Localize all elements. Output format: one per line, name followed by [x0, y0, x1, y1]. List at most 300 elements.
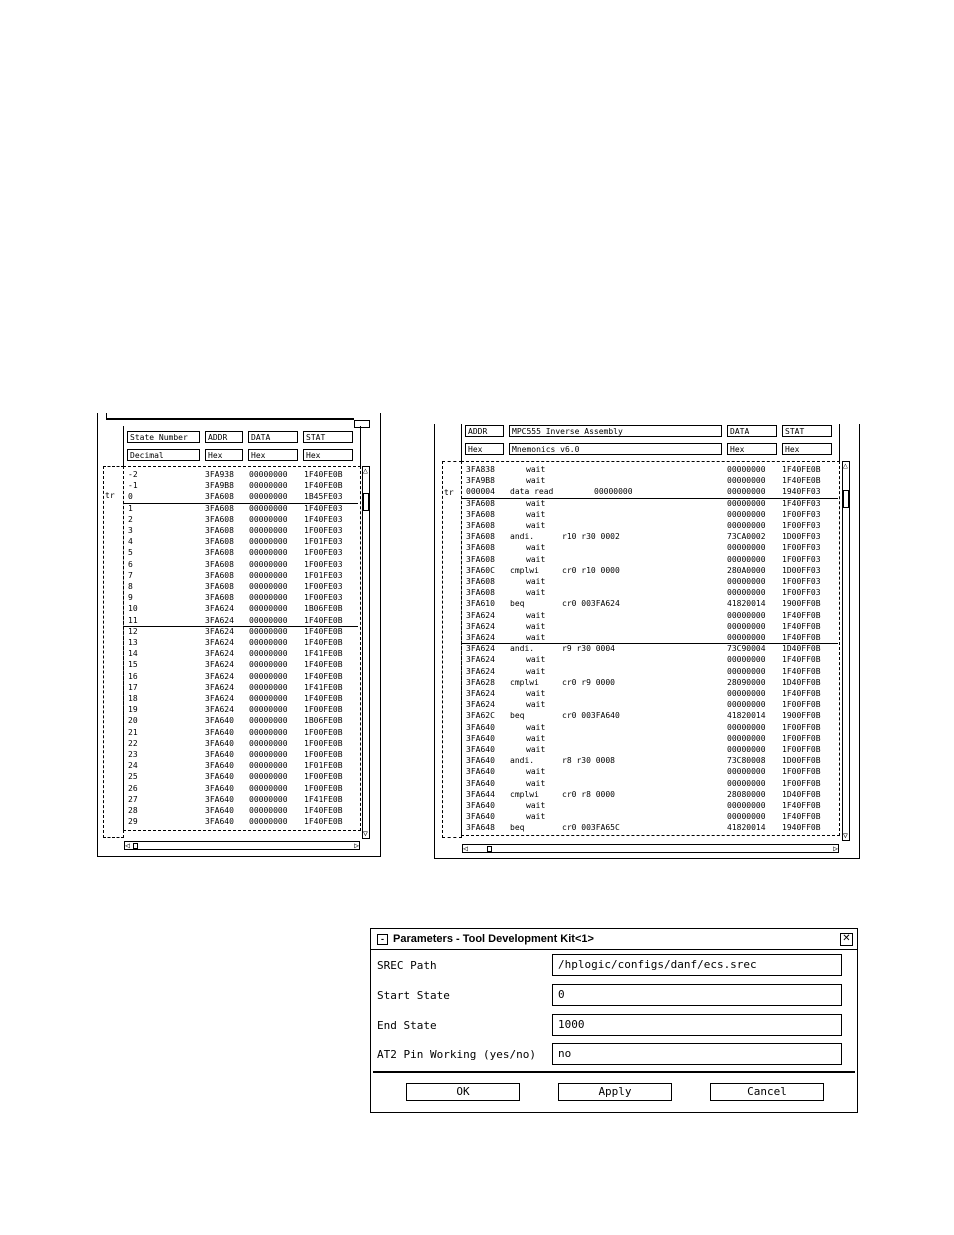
cell-addr: 3FA624	[466, 644, 495, 654]
table-row[interactable]	[462, 565, 838, 576]
cell-data: 00000000	[249, 470, 288, 479]
table-row[interactable]	[124, 514, 358, 525]
cell-stat: 1F00FE03	[304, 559, 343, 569]
cell-state: 13	[128, 638, 138, 647]
table-row[interactable]	[462, 822, 838, 833]
cell-data: 00000000	[727, 812, 766, 822]
cell-stat: 1F40FE0B	[304, 660, 343, 670]
cell-state: 4	[128, 537, 133, 547]
cell-addr: 3FA624	[205, 705, 234, 715]
table-row[interactable]	[124, 559, 358, 570]
cell-addr: 3FA640	[205, 716, 234, 726]
close-icon[interactable]: ✕	[840, 933, 853, 946]
cell-stat: 1F00FF0B	[782, 745, 821, 754]
cell-data: 00000000	[249, 660, 288, 670]
cell-mnemonic: wait	[526, 554, 546, 564]
table-row[interactable]	[462, 722, 838, 733]
cell-stat: 1F40FE0B	[304, 817, 343, 827]
table-row[interactable]	[462, 509, 838, 520]
cell-addr: 3FA624	[466, 610, 495, 620]
trigger-marker: tr	[105, 491, 115, 500]
cell-stat: 1940FF03	[782, 487, 821, 497]
table-row[interactable]	[462, 778, 838, 789]
cell-addr: 3FA624	[205, 682, 234, 692]
table-row[interactable]	[124, 693, 358, 704]
cell-stat: 1F40FE0B	[304, 806, 343, 815]
cell-operands: cr0 003FA640	[562, 711, 620, 721]
cell-state: 9	[128, 593, 133, 603]
cell-addr: 3FA640	[466, 756, 495, 766]
cell-data: 00000000	[727, 577, 766, 586]
cell-state: 27	[128, 794, 138, 804]
cell-addr: 3FA608	[205, 548, 234, 558]
cell-data: 73CA0002	[727, 532, 766, 542]
table-row[interactable]	[124, 738, 358, 749]
cell-addr: 3FA640	[205, 817, 234, 827]
table-row[interactable]	[124, 603, 358, 614]
cell-addr: 3FA640	[205, 772, 234, 782]
cell-mnemonic: wait	[526, 812, 546, 822]
cell-data: 41820014	[727, 711, 766, 721]
format-stat[interactable]: Hex	[303, 449, 353, 461]
cell-stat: 1D00FF03	[782, 532, 821, 542]
left-vertical-scrollbar[interactable]	[362, 466, 370, 839]
cell-data: 00000000	[249, 481, 288, 491]
cell-data: 00000000	[249, 705, 288, 715]
table-row[interactable]	[124, 682, 358, 693]
right-rows	[462, 464, 838, 834]
cell-stat: 1F40FF0B	[782, 801, 821, 810]
cell-mnemonic: wait	[526, 778, 546, 788]
parameters-dialog	[370, 928, 858, 1113]
cell-state: 22	[128, 738, 138, 748]
cell-addr: 3FA608	[205, 593, 234, 603]
cell-state: 3	[128, 526, 133, 535]
cell-mnemonic: beq	[510, 711, 525, 721]
cell-data: 00000000	[727, 745, 766, 754]
cell-mnemonic: wait	[526, 509, 546, 519]
cell-stat: 1F00FE0B	[304, 783, 343, 793]
cell-state: 26	[128, 783, 138, 793]
cell-mnemonic: wait	[526, 700, 546, 710]
cell-stat: 1D00FF0B	[782, 756, 821, 766]
table-row[interactable]	[462, 688, 838, 699]
scroll-right-icon[interactable]: ▷	[354, 841, 359, 850]
header-state-number[interactable]: State Number	[127, 431, 200, 443]
cell-stat: 1F00FF03	[782, 521, 821, 530]
cell-stat: 1F40FE0B	[304, 671, 343, 681]
table-row[interactable]	[124, 771, 358, 782]
table-row[interactable]	[462, 587, 838, 598]
cancel-button[interactable]: Cancel	[710, 1083, 824, 1101]
table-row[interactable]	[462, 531, 838, 542]
cell-data: 00000000	[249, 514, 288, 524]
cell-data: 00000000	[727, 610, 766, 620]
marker-column	[103, 466, 124, 838]
cell-data: 00000000	[249, 570, 288, 580]
cell-addr: 3FA640	[466, 801, 495, 810]
header-stat[interactable]: STAT	[303, 431, 353, 443]
cell-state: 11	[128, 615, 138, 625]
header-data[interactable]: DATA	[727, 425, 777, 437]
table-row[interactable]	[124, 469, 358, 480]
table-row[interactable]	[462, 643, 838, 654]
table-row[interactable]	[462, 542, 838, 553]
cell-state: 17	[128, 682, 138, 692]
cell-data: 00000000	[249, 817, 288, 827]
cell-data: 00000000	[249, 548, 288, 558]
cell-addr: 3FA608	[205, 503, 234, 513]
cell-addr: 3FA624	[466, 621, 495, 631]
cell-state: 0	[128, 492, 133, 502]
cell-mnemonic: cmplwi	[510, 789, 539, 799]
at2-pin-input[interactable]: no	[552, 1043, 842, 1065]
cell-mnemonic: wait	[526, 733, 546, 743]
cell-stat: 1F40FF0B	[782, 812, 821, 822]
cell-stat: 1F40FF0B	[782, 621, 821, 631]
cell-stat: 1F00FE0B	[304, 772, 343, 782]
table-row[interactable]	[124, 715, 358, 726]
cell-addr: 3FA640	[466, 745, 495, 754]
cell-addr: 3FA624	[205, 671, 234, 681]
table-row[interactable]	[124, 581, 358, 592]
cell-stat: 1D40FF0B	[782, 644, 821, 654]
header-addr[interactable]: ADDR	[465, 425, 504, 437]
table-row[interactable]	[124, 626, 358, 637]
header-addr[interactable]: ADDR	[205, 431, 243, 443]
cell-mnemonic: wait	[526, 767, 546, 777]
cell-data: 00000000	[249, 615, 288, 625]
cell-state: 23	[128, 750, 138, 759]
cell-data: 00000000	[727, 767, 766, 777]
cell-addr: 3FA640	[466, 767, 495, 777]
cell-data: 00000000	[249, 649, 288, 659]
cell-mnemonic: wait	[526, 655, 546, 665]
format-addr[interactable]: Hex	[205, 449, 243, 461]
cell-data: 41820014	[727, 823, 766, 833]
cell-data: 00000000	[727, 588, 766, 598]
cell-state: -1	[128, 481, 138, 491]
table-row[interactable]	[124, 525, 358, 536]
table-row[interactable]	[124, 536, 358, 547]
cell-state: 2	[128, 514, 133, 524]
cell-stat: 1F40FE0B	[304, 615, 343, 625]
table-row[interactable]	[124, 749, 358, 760]
table-row[interactable]	[124, 570, 358, 581]
srec-path-input[interactable]: /hplogic/configs/danf/ecs.srec	[552, 954, 842, 976]
marker-column	[442, 461, 462, 838]
cell-data: 00000000	[249, 761, 288, 771]
cell-addr: 3FA624	[466, 689, 495, 698]
cell-stat: 1B45FE03	[304, 492, 343, 502]
cell-addr: 3FA608	[466, 532, 495, 542]
cell-data: 280A0000	[727, 565, 766, 575]
cell-stat: 1F00FE0B	[304, 727, 343, 737]
table-row[interactable]	[124, 648, 358, 659]
cell-data: 00000000	[249, 682, 288, 692]
table-row[interactable]	[462, 733, 838, 744]
cell-stat: 1F40FF0B	[782, 666, 821, 676]
table-row[interactable]	[462, 554, 838, 565]
cell-addr: 3FA644	[466, 789, 495, 799]
cell-mnemonic: wait	[526, 577, 546, 586]
cell-addr: 3FA608	[205, 526, 234, 535]
cell-stat: 1F00FE0B	[304, 738, 343, 748]
cell-stat: 1F40FE0B	[304, 481, 343, 491]
table-row[interactable]	[124, 783, 358, 794]
cell-state: 24	[128, 761, 138, 771]
cell-state: 16	[128, 671, 138, 681]
dialog-title-bar[interactable]	[371, 929, 857, 950]
table-row[interactable]	[462, 475, 838, 486]
table-row[interactable]	[462, 710, 838, 721]
cell-data: 00000000	[249, 604, 288, 614]
cell-addr: 3FA610	[466, 599, 495, 609]
table-row[interactable]	[462, 677, 838, 688]
cell-stat: 1D40FF0B	[782, 789, 821, 799]
cell-addr: 3FA640	[205, 761, 234, 771]
cell-data: 73C80008	[727, 756, 766, 766]
scroll-thumb[interactable]	[133, 843, 138, 849]
cell-addr: 3FA624	[466, 666, 495, 676]
cell-stat: 1F00FF03	[782, 588, 821, 598]
cell-addr: 3FA640	[205, 727, 234, 737]
left-horizontal-scrollbar[interactable]	[124, 841, 360, 850]
cell-operands: cr0 r8 0000	[562, 789, 615, 799]
table-row[interactable]	[124, 805, 358, 816]
cell-addr: 3FA62C	[466, 711, 495, 721]
cell-operands: r9 r30 0004	[562, 644, 615, 654]
cell-stat: 1D00FF03	[782, 565, 821, 575]
cell-mnemonic: andi.	[510, 644, 535, 654]
format-data[interactable]: Hex	[727, 443, 777, 455]
table-row[interactable]	[462, 654, 838, 665]
right-horizontal-scrollbar[interactable]	[462, 844, 839, 853]
header-inverse-assembly[interactable]: MPC555 Inverse Assembly	[509, 425, 722, 437]
dialog-title: Parameters - Tool Development Kit<1>	[393, 933, 594, 945]
cell-addr: 3FA648	[466, 823, 495, 833]
table-row[interactable]	[462, 755, 838, 766]
window-menu-icon[interactable]: -	[377, 934, 388, 945]
table-row[interactable]	[462, 699, 838, 710]
cell-addr: 3FA608	[466, 509, 495, 519]
cell-addr: 3FA624	[205, 615, 234, 625]
cell-mnemonic: wait	[526, 498, 546, 508]
table-row[interactable]	[124, 592, 358, 603]
table-row[interactable]	[462, 666, 838, 677]
cell-addr: 3FA624	[466, 700, 495, 710]
scroll-down-icon[interactable]: ▽	[363, 829, 368, 838]
cell-data: 00000000	[249, 559, 288, 569]
cell-data: 00000000	[727, 498, 766, 508]
table-row[interactable]	[462, 766, 838, 777]
cell-data: 00000000	[727, 689, 766, 698]
cell-stat: 1F40FE0B	[304, 626, 343, 636]
ok-button[interactable]: OK	[406, 1083, 520, 1101]
table-row[interactable]	[462, 800, 838, 811]
cell-stat: 1F40FF0B	[782, 633, 821, 642]
cell-stat: 1F40FE0B	[304, 470, 343, 479]
scroll-thumb[interactable]	[487, 846, 492, 852]
cell-stat: 1F41FE0B	[304, 649, 343, 659]
cell-addr: 3FA608	[466, 588, 495, 598]
cell-mnemonic: wait	[526, 722, 546, 732]
cell-stat: 1F40FF0B	[782, 689, 821, 698]
cell-mnemonic: beq	[510, 823, 525, 833]
cell-mnemonic: andi.	[510, 532, 535, 542]
table-row[interactable]	[124, 704, 358, 715]
scroll-thumb[interactable]	[843, 490, 849, 508]
cell-stat: 1F00FF03	[782, 509, 821, 519]
cell-addr: 3FA624	[205, 604, 234, 614]
cell-state: -2	[128, 470, 138, 479]
cell-data: 00000000	[249, 727, 288, 737]
cell-data: 00000000	[249, 783, 288, 793]
format-mnemonics[interactable]: Mnemonics v6.0	[509, 443, 722, 455]
cell-mnemonic: cmplwi	[510, 677, 539, 687]
table-row[interactable]	[124, 794, 358, 805]
scroll-right-icon[interactable]: ▷	[833, 844, 838, 853]
cell-stat: 1F00FF0B	[782, 700, 821, 710]
left-rows	[124, 469, 358, 829]
cell-addr: 3FA640	[205, 794, 234, 804]
cell-mnemonic: wait	[526, 521, 546, 530]
cell-addr: 3FA608	[466, 554, 495, 564]
cell-stat: 1F00FF0B	[782, 778, 821, 788]
cell-state: 19	[128, 705, 138, 715]
cell-data: 00000000	[249, 593, 288, 603]
start-state-label: Start State	[377, 989, 450, 1002]
cell-addr: 3FA608	[205, 514, 234, 524]
cell-stat: 1F40FE03	[304, 514, 343, 524]
table-row[interactable]	[462, 498, 838, 509]
cell-stat: 1F40FE0B	[782, 465, 821, 474]
cell-addr: 3FA60C	[466, 565, 495, 575]
cell-mnemonic: wait	[526, 621, 546, 631]
cell-stat: 1900FF0B	[782, 711, 821, 721]
cell-stat: 1940FF0B	[782, 823, 821, 833]
format-state-number[interactable]: Decimal	[127, 449, 200, 461]
table-row[interactable]	[462, 744, 838, 755]
table-row[interactable]	[124, 659, 358, 670]
cell-data: 00000000	[249, 503, 288, 513]
header-data[interactable]: DATA	[248, 431, 298, 443]
cell-state: 12	[128, 626, 138, 636]
scroll-up-icon[interactable]: △	[843, 461, 848, 470]
scroll-left-icon[interactable]: ◁	[125, 841, 130, 850]
cell-mnemonic: wait	[526, 633, 546, 642]
table-row[interactable]	[124, 671, 358, 682]
start-state-input[interactable]: 0	[552, 984, 842, 1006]
cell-data: 00000000	[727, 621, 766, 631]
cell-stat: 1F00FF0B	[782, 767, 821, 777]
cell-data: 00000000	[727, 778, 766, 788]
table-row[interactable]	[124, 480, 358, 491]
header-stat[interactable]: STAT	[782, 425, 832, 437]
cell-stat: 1F00FE03	[304, 548, 343, 558]
cell-data: 28080000	[727, 789, 766, 799]
table-row[interactable]	[124, 760, 358, 771]
table-row[interactable]	[462, 621, 838, 632]
cell-data: 73C90004	[727, 644, 766, 654]
scroll-left-icon[interactable]: ◁	[463, 844, 468, 853]
cell-addr: 3FA640	[466, 812, 495, 822]
cell-state: 25	[128, 772, 138, 782]
cell-addr: 3FA624	[466, 633, 495, 642]
format-data[interactable]: Hex	[248, 449, 298, 461]
cell-state: 7	[128, 570, 133, 580]
cell-data: 00000000	[249, 694, 288, 703]
cell-state: 5	[128, 548, 133, 558]
table-row[interactable]	[462, 598, 838, 609]
cell-mnemonic: andi.	[510, 756, 535, 766]
cell-stat: 1F40FF0B	[782, 610, 821, 620]
cell-addr: 3FA640	[205, 806, 234, 815]
cell-stat: 1B06FE0B	[304, 716, 343, 726]
cell-addr: 3FA628	[466, 677, 495, 687]
cell-addr: 3FA938	[205, 470, 234, 479]
cell-data: 00000000	[249, 806, 288, 815]
format-addr[interactable]: Hex	[465, 443, 504, 455]
cell-addr: 3FA624	[205, 626, 234, 636]
cell-mnemonic: wait	[526, 666, 546, 676]
cell-addr: 3FA640	[205, 750, 234, 759]
table-row[interactable]	[124, 816, 358, 827]
cell-addr: 000004	[466, 487, 495, 497]
at2-pin-label: AT2 Pin Working (yes/no)	[377, 1048, 536, 1061]
cell-data: 00000000	[727, 666, 766, 676]
table-row[interactable]	[462, 520, 838, 531]
cell-addr: 3FA624	[466, 655, 495, 665]
cell-state: 20	[128, 716, 138, 726]
table-row[interactable]	[462, 576, 838, 587]
right-vertical-scrollbar[interactable]	[842, 461, 850, 841]
cell-data: 00000000	[249, 582, 288, 591]
cell-data: 00000000	[249, 626, 288, 636]
table-row[interactable]	[124, 503, 358, 514]
table-row[interactable]	[124, 547, 358, 558]
apply-button[interactable]: Apply	[558, 1083, 672, 1101]
table-row[interactable]	[124, 637, 358, 648]
scroll-up-icon[interactable]: △	[363, 466, 368, 475]
cell-addr: 3FA608	[205, 559, 234, 569]
cell-stat: 1F41FE0B	[304, 794, 343, 804]
cell-data: 00000000	[249, 638, 288, 647]
table-row[interactable]	[124, 727, 358, 738]
end-state-input[interactable]: 1000	[552, 1014, 842, 1036]
cell-addr: 3FA624	[205, 638, 234, 647]
srec-path-label: SREC Path	[377, 959, 437, 972]
trigger-marker: tr	[444, 488, 454, 497]
table-row[interactable]	[462, 610, 838, 621]
format-stat[interactable]: Hex	[782, 443, 832, 455]
scroll-down-icon[interactable]: ▽	[843, 831, 848, 840]
table-row[interactable]	[462, 789, 838, 800]
cell-addr: 3FA640	[466, 778, 495, 788]
cell-data: 00000000	[249, 716, 288, 726]
cell-stat: 1F01FE03	[304, 537, 343, 547]
table-row[interactable]	[462, 811, 838, 822]
cell-addr: 3FA624	[205, 660, 234, 670]
cell-addr: 3FA608	[466, 521, 495, 530]
cell-stat: 1F01FE0B	[304, 761, 343, 771]
cell-data: 00000000	[727, 801, 766, 810]
cell-data: 00000000	[249, 772, 288, 782]
scroll-thumb[interactable]	[363, 493, 369, 511]
cell-stat: 1F00FE03	[304, 526, 343, 535]
table-row[interactable]	[462, 464, 838, 475]
cell-state: 6	[128, 559, 133, 569]
